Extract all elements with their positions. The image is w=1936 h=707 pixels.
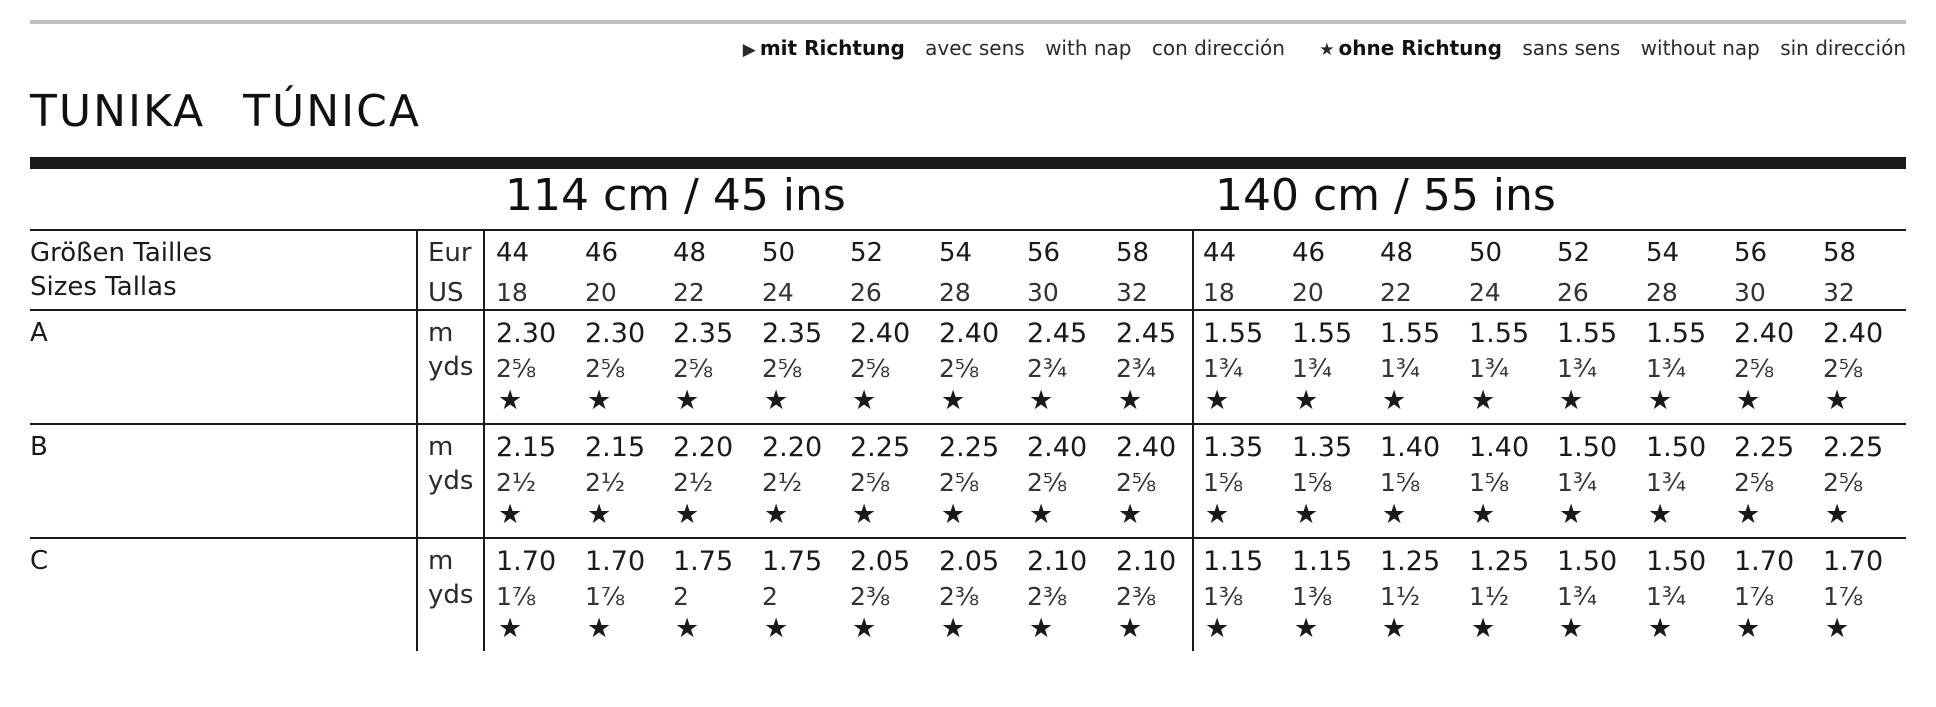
meters-value: 1.40 <box>1380 432 1441 463</box>
star-icon: ★ <box>1118 385 1143 416</box>
star-icon: ★ <box>1559 499 1584 530</box>
yards-value: 1¾ <box>1646 582 1687 611</box>
yards-value: 1¾ <box>1469 354 1510 383</box>
meters-value: 1.55 <box>1380 318 1441 349</box>
sizes-label-line2: Sizes Tallas <box>30 272 177 302</box>
star-icon: ★ <box>675 613 700 644</box>
row-divider <box>30 537 1906 539</box>
meters-value: 2.20 <box>762 432 823 463</box>
meters-value: 2.25 <box>939 432 1000 463</box>
star-icon: ★ <box>1382 385 1407 416</box>
yards-value: 2⅝ <box>850 354 891 383</box>
meters-value: 1.55 <box>1557 318 1618 349</box>
column-divider <box>416 229 418 651</box>
yards-value: 2½ <box>496 468 537 497</box>
size-us: 20 <box>1292 278 1324 307</box>
star-icon: ★ <box>1471 499 1496 530</box>
yards-value: 2⅜ <box>850 582 891 611</box>
meters-value: 2.20 <box>673 432 734 463</box>
size-us: 18 <box>1203 278 1235 307</box>
star-icon: ★ <box>941 613 966 644</box>
meters-value: 1.50 <box>1557 432 1618 463</box>
meters-value: 2.45 <box>1116 318 1177 349</box>
unit-yds: yds <box>428 580 474 610</box>
legend-label: with nap <box>1045 36 1132 60</box>
star-icon: ★ <box>1382 499 1407 530</box>
meters-value: 2.40 <box>939 318 1000 349</box>
yards-value: 1½ <box>1469 582 1510 611</box>
star-icon: ★ <box>1205 613 1230 644</box>
meters-value: 2.10 <box>1027 546 1088 577</box>
yards-value: 2¾ <box>1116 354 1157 383</box>
meters-value: 1.35 <box>1292 432 1353 463</box>
yards-value: 2⅝ <box>1734 468 1775 497</box>
size-eur: 46 <box>1292 238 1326 268</box>
yards-value: 2⅜ <box>939 582 980 611</box>
size-eur: 54 <box>939 238 973 268</box>
size-us: 30 <box>1027 278 1059 307</box>
unit-yds: yds <box>428 352 474 382</box>
yards-value: 1½ <box>1380 582 1421 611</box>
yards-value: 2⅝ <box>939 354 980 383</box>
yards-value: 1¾ <box>1557 582 1598 611</box>
yards-value: 2½ <box>762 468 803 497</box>
star-icon: ★ <box>1205 499 1230 530</box>
meters-value: 2.25 <box>1823 432 1884 463</box>
column-divider <box>1192 229 1194 651</box>
legend-label: con dirección <box>1151 36 1285 60</box>
star-icon: ★ <box>1736 499 1761 530</box>
row-divider <box>30 423 1906 425</box>
star-icon: ★ <box>1294 613 1319 644</box>
meters-value: 1.55 <box>1646 318 1707 349</box>
page-title <box>30 86 421 137</box>
meters-value: 1.70 <box>1734 546 1795 577</box>
meters-value: 2.35 <box>762 318 823 349</box>
star-icon: ★ <box>1294 499 1319 530</box>
meters-value: 1.75 <box>673 546 734 577</box>
size-eur: 58 <box>1823 238 1857 268</box>
view-label: C <box>30 546 49 576</box>
yards-value: 2⅜ <box>1027 582 1068 611</box>
meters-value: 2.40 <box>1116 432 1177 463</box>
star-icon: ★ <box>852 613 877 644</box>
row-divider <box>30 309 1906 311</box>
star-icon: ★ <box>1559 613 1584 644</box>
yards-value: 1⅞ <box>1734 582 1775 611</box>
size-eur: 50 <box>1469 238 1503 268</box>
yards-value: 2⅝ <box>1734 354 1775 383</box>
yards-value: 1⅞ <box>585 582 626 611</box>
meters-value: 2.15 <box>496 432 557 463</box>
with-nap-legend: ▶ mit Richtung <box>742 36 905 60</box>
star-icon: ★ <box>852 385 877 416</box>
star-icon: ★ <box>498 613 523 644</box>
star-icon: ★ <box>1648 613 1673 644</box>
title-es: TÚNICA <box>243 86 421 137</box>
size-eur: 46 <box>585 238 619 268</box>
star-icon: ★ <box>1648 385 1673 416</box>
title-rule <box>30 157 1906 169</box>
size-us: 26 <box>850 278 882 307</box>
yards-value: 2⅝ <box>673 354 714 383</box>
size-us: 30 <box>1734 278 1766 307</box>
meters-value: 2.35 <box>673 318 734 349</box>
width-heading-114: 114 cm / 45 ins <box>505 170 846 221</box>
yards-value: 2 <box>762 582 778 611</box>
yards-value: 2½ <box>673 468 714 497</box>
yards-value: 2⅝ <box>939 468 980 497</box>
meters-value: 1.55 <box>1469 318 1530 349</box>
yards-value: 2⅜ <box>1116 582 1157 611</box>
meters-value: 1.70 <box>496 546 557 577</box>
size-us: 28 <box>939 278 971 307</box>
yards-value: 2⅝ <box>1823 468 1864 497</box>
yards-value: 1¾ <box>1646 468 1687 497</box>
meters-value: 2.05 <box>939 546 1000 577</box>
meters-value: 1.55 <box>1292 318 1353 349</box>
yards-value: 2¾ <box>1027 354 1068 383</box>
star-icon: ★ <box>1118 499 1143 530</box>
yards-value: 2⅝ <box>585 354 626 383</box>
top-rule <box>30 20 1906 24</box>
meters-value: 2.30 <box>585 318 646 349</box>
unit-m: m <box>428 432 454 462</box>
unit-m: m <box>428 318 454 348</box>
triangle-right-icon: ▶ <box>742 40 756 60</box>
star-icon: ★ <box>1029 613 1054 644</box>
meters-value: 1.50 <box>1646 432 1707 463</box>
star-icon: ★ <box>941 385 966 416</box>
size-eur: 48 <box>673 238 707 268</box>
legend-label: sin dirección <box>1780 36 1906 60</box>
yards-value: 1⅜ <box>1292 582 1333 611</box>
yards-value: 2⅝ <box>762 354 803 383</box>
legend-label: avec sens <box>925 36 1025 60</box>
yards-value: 2⅝ <box>496 354 537 383</box>
view-label: A <box>30 318 48 348</box>
star-icon: ★ <box>764 385 789 416</box>
size-eur: 44 <box>496 238 530 268</box>
yards-value: 1¾ <box>1646 354 1687 383</box>
star-icon: ★ <box>1825 499 1850 530</box>
meters-value: 2.40 <box>850 318 911 349</box>
meters-value: 2.40 <box>1734 318 1795 349</box>
yards-value: 1⅝ <box>1380 468 1421 497</box>
meters-value: 1.70 <box>1823 546 1884 577</box>
size-eur: 52 <box>1557 238 1591 268</box>
without-nap-legend: ★ ohne Richtung <box>1319 36 1502 60</box>
header-rule <box>30 229 1906 231</box>
yards-value: 1⅝ <box>1203 468 1244 497</box>
size-eur: 52 <box>850 238 884 268</box>
meters-value: 1.35 <box>1203 432 1264 463</box>
star-icon: ★ <box>1648 499 1673 530</box>
star-icon: ★ <box>675 385 700 416</box>
yards-value: 2 <box>673 582 689 611</box>
star-icon: ★ <box>1736 385 1761 416</box>
star-icon: ★ <box>1471 613 1496 644</box>
meters-value: 2.05 <box>850 546 911 577</box>
star-icon: ★ <box>1825 385 1850 416</box>
star-icon: ★ <box>587 499 612 530</box>
star-icon: ★ <box>852 499 877 530</box>
star-icon: ★ <box>1471 385 1496 416</box>
star-icon: ★ <box>1118 613 1143 644</box>
sizes-label-line1: Größen Tailles <box>30 238 213 268</box>
unit-yds: yds <box>428 466 474 496</box>
legend-label: without nap <box>1640 36 1760 60</box>
meters-value: 1.25 <box>1469 546 1530 577</box>
meters-value: 2.25 <box>1734 432 1795 463</box>
meters-value: 2.30 <box>496 318 557 349</box>
eur-label: Eur <box>428 238 472 268</box>
star-icon: ★ <box>675 499 700 530</box>
meters-value: 1.50 <box>1646 546 1707 577</box>
yards-value: 1⅜ <box>1203 582 1244 611</box>
size-eur: 58 <box>1116 238 1150 268</box>
us-label: US <box>428 278 464 308</box>
meters-value: 2.40 <box>1027 432 1088 463</box>
meters-value: 1.55 <box>1203 318 1264 349</box>
yards-value: 1⅞ <box>1823 582 1864 611</box>
star-icon: ★ <box>587 613 612 644</box>
size-us: 20 <box>585 278 617 307</box>
yards-value: 1⅞ <box>496 582 537 611</box>
size-eur: 44 <box>1203 238 1237 268</box>
size-eur: 48 <box>1380 238 1414 268</box>
size-us: 26 <box>1557 278 1589 307</box>
yards-value: 1¾ <box>1380 354 1421 383</box>
size-us: 22 <box>673 278 705 307</box>
size-eur: 56 <box>1027 238 1061 268</box>
star-icon: ★ <box>1825 613 1850 644</box>
star-icon: ★ <box>1029 499 1054 530</box>
star-icon: ★ <box>1205 385 1230 416</box>
yards-value: 2⅝ <box>1027 468 1068 497</box>
meters-value: 1.50 <box>1557 546 1618 577</box>
legend-label: sans sens <box>1522 36 1621 60</box>
yards-value: 2⅝ <box>1823 354 1864 383</box>
yards-value: 1¾ <box>1557 354 1598 383</box>
width-heading-140: 140 cm / 55 ins <box>1215 170 1556 221</box>
size-eur: 54 <box>1646 238 1680 268</box>
meters-value: 1.25 <box>1380 546 1441 577</box>
yards-value: 2½ <box>585 468 626 497</box>
yards-value: 1⅝ <box>1469 468 1510 497</box>
yards-value: 1⅝ <box>1292 468 1333 497</box>
title-de: TUNIKA <box>30 86 206 137</box>
star-icon: ★ <box>1559 385 1584 416</box>
meters-value: 1.70 <box>585 546 646 577</box>
size-eur: 56 <box>1734 238 1768 268</box>
yards-value: 2⅝ <box>850 468 891 497</box>
star-icon: ★ <box>1736 613 1761 644</box>
size-us: 22 <box>1380 278 1412 307</box>
size-eur: 50 <box>762 238 796 268</box>
meters-value: 1.75 <box>762 546 823 577</box>
nap-legend <box>715 36 1906 60</box>
size-us: 32 <box>1116 278 1148 307</box>
yards-value: 1¾ <box>1203 354 1244 383</box>
star-icon: ★ <box>1029 385 1054 416</box>
star-icon: ★ <box>587 385 612 416</box>
meters-value: 2.40 <box>1823 318 1884 349</box>
star-icon: ★ <box>764 613 789 644</box>
yards-value: 1¾ <box>1292 354 1333 383</box>
star-icon: ★ <box>1294 385 1319 416</box>
star-icon: ★ <box>1382 613 1407 644</box>
column-divider <box>483 229 485 651</box>
star-icon: ★ <box>764 499 789 530</box>
meters-value: 1.40 <box>1469 432 1530 463</box>
meters-value: 1.15 <box>1203 546 1264 577</box>
size-us: 28 <box>1646 278 1678 307</box>
star-icon: ★ <box>941 499 966 530</box>
yards-value: 1¾ <box>1557 468 1598 497</box>
star-icon: ★ <box>1319 40 1335 60</box>
size-us: 24 <box>1469 278 1501 307</box>
view-label: B <box>30 432 48 462</box>
meters-value: 1.15 <box>1292 546 1353 577</box>
meters-value: 2.45 <box>1027 318 1088 349</box>
meters-value: 2.15 <box>585 432 646 463</box>
star-icon: ★ <box>498 499 523 530</box>
unit-m: m <box>428 546 454 576</box>
meters-value: 2.25 <box>850 432 911 463</box>
meters-value: 2.10 <box>1116 546 1177 577</box>
size-us: 18 <box>496 278 528 307</box>
size-us: 24 <box>762 278 794 307</box>
star-icon: ★ <box>498 385 523 416</box>
size-us: 32 <box>1823 278 1855 307</box>
yards-value: 2⅝ <box>1116 468 1157 497</box>
